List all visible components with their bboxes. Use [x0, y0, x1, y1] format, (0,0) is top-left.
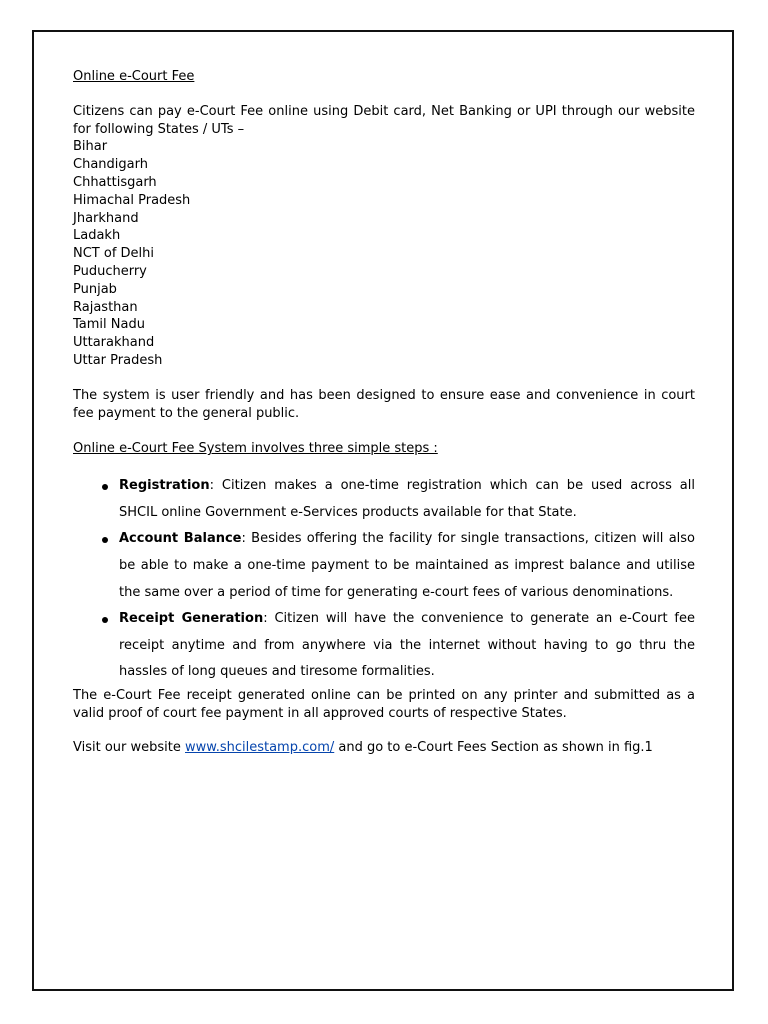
state-item: Punjab: [73, 281, 117, 297]
state-item: Rajasthan: [73, 299, 138, 315]
state-item: Himachal Pradesh: [73, 192, 191, 208]
state-item: Chandigarh: [73, 157, 148, 173]
bullet-icon: [102, 617, 108, 623]
state-item: Uttar Pradesh: [73, 352, 163, 368]
step-text: : Citizen makes a one-time registration which can be used across all SHCIL online Government e-Services products available for that State.: [119, 478, 695, 520]
state-item: NCT of Delhi: [73, 246, 155, 262]
steps-heading: Online e-Court Fee System involves three simple steps :: [73, 441, 438, 457]
receipt-note: The e-Court Fee receipt generated online can be printed on any printer and submitted as a valid proof of court fee payment in all approved courts of respective States.: [73, 687, 695, 721]
state-item: Chhattisgarh: [73, 174, 157, 190]
system-description: The system is user friendly and has been designed to ensure ease and convenience in court fee payment to the general public.: [73, 387, 695, 421]
visit-line: [73, 739, 695, 757]
state-item: Uttarakhand: [73, 335, 155, 351]
steps-list: [73, 473, 695, 686]
state-item: Ladakh: [73, 228, 121, 244]
step-item-registration: [73, 473, 695, 526]
bullet-icon: [102, 537, 108, 543]
visit-prefix: Visit our website: [73, 740, 185, 756]
step-text: : Besides offering the facility for single transactions, citizen will also be able to make a one-time payment to be maintained as imprest balance and utilise the same over a period of time for generating e-court fees of various denominations.: [119, 531, 696, 600]
document-body: [73, 68, 695, 757]
page-title: Online e-Court Fee: [73, 69, 195, 84]
bullet-icon: [102, 484, 108, 490]
website-link[interactable]: www.shcilestamp.com/: [185, 740, 335, 756]
state-item: Tamil Nadu: [73, 317, 145, 333]
intro-paragraph: Citizens can pay e-Court Fee online using Debit card, Net Banking or UPI through our website for following States / UTs –: [73, 103, 695, 137]
visit-suffix: and go to e-Court Fees Section as shown in fig.1: [334, 740, 653, 756]
step-item-receipt-generation: [73, 606, 695, 686]
step-term: Receipt Generation: [119, 611, 264, 627]
step-text: : Citizen will have the convenience to generate an e-Court fee receipt anytime and from anywhere via the internet without having to go thru the hassles of long queues and tiresome formalities.: [119, 611, 695, 680]
state-item: Bihar: [73, 139, 108, 155]
step-term: Account Balance: [119, 531, 242, 547]
state-item: Puducherry: [73, 263, 147, 279]
step-term: Registration: [119, 478, 210, 494]
state-item: Jharkhand: [73, 210, 139, 226]
step-item-account-balance: [73, 526, 695, 606]
states-list: [73, 138, 695, 369]
